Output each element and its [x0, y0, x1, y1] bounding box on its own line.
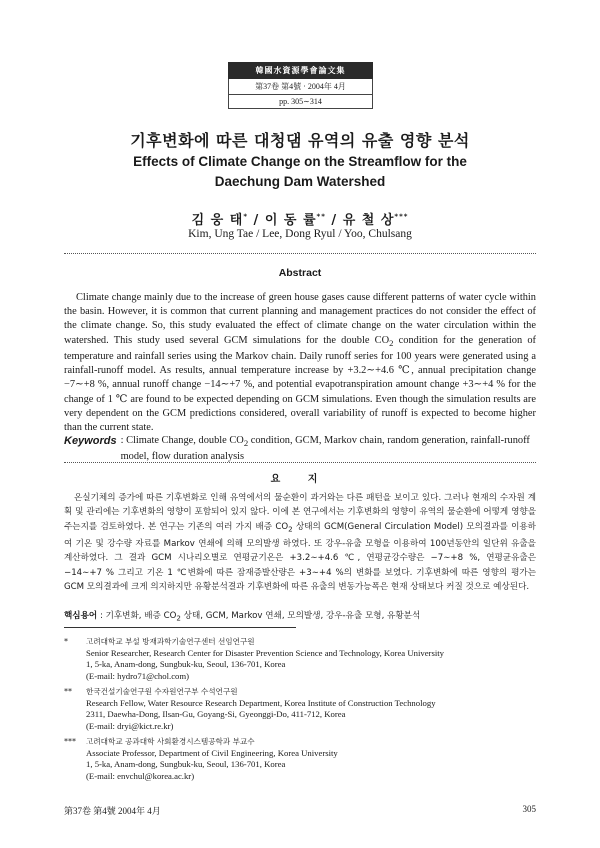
footnote-2-line-3: 2311, Daewha-Dong, Ilsan-Gu, Goyang-Si, Gyeonggi-Do, 411-712, Korea — [86, 709, 346, 720]
abstract-subscript: 2 — [389, 337, 394, 348]
footnote-1-line-2: Senior Researcher, Research Center for Disaster Prevention Science and Technology, Korea University — [86, 647, 445, 658]
footnote-1-marker: * — [64, 637, 68, 646]
journal-name: 韓國水資源學會論文集 — [228, 62, 373, 79]
keywords-text-2: condition, GCM, Markov chain, random generation, rainfall-runoff model, flow duration analysis — [120, 435, 530, 463]
footnote-3-line-2: Associate Professor, Department of Civil Engineering, Korea University — [86, 747, 338, 758]
keywords-label: Keywords — [64, 435, 117, 447]
korean-keywords-subscript: 2 — [176, 613, 181, 623]
journal-header-box — [228, 62, 373, 109]
korean-keywords — [64, 609, 536, 623]
footer-page-number: 305 — [522, 804, 536, 814]
journal-pages: pp. 305∼314 — [228, 95, 373, 109]
abstract-body — [64, 291, 536, 435]
footnote-3 — [64, 736, 536, 782]
footnote-3-marker: *** — [64, 737, 76, 746]
author-separator: / — [248, 213, 265, 228]
footer-journal-issue: 第37卷 第4號 2004年 4月 — [64, 806, 161, 816]
title-english — [0, 152, 600, 192]
korean-abstract-body — [64, 491, 536, 595]
footnote-1 — [64, 636, 536, 682]
korean-abstract-subscript: 2 — [288, 524, 293, 534]
korean-abstract-heading: 요 지 — [270, 474, 330, 485]
footnote-1-line-4: (E-mail: hydro71@chol.com) — [86, 670, 190, 681]
title-korean: 기후변화에 따른 대청댐 유역의 유출 영향 분석 — [130, 131, 470, 150]
authors-korean — [0, 209, 600, 228]
separator-top — [64, 253, 536, 254]
footnote-2-line-4: (E-mail: dryi@kict.re.kr) — [86, 720, 174, 731]
footnote-1-line-1: 고려대학교 부설 방재과학기술연구센터 선임연구원 — [86, 637, 255, 646]
abstract-text-1: Climate change mainly due to the increase of green house gases cause different patterns of water cycle within the basin. However, it is common that current planning and management practices do not consider the effect of the climate change. So, this study evaluated the effect of climate change on the water circulation within the watershed. This study used several GCM simulations for the double CO — [64, 292, 536, 346]
korean-abstract-text-2: 상태의 GCM(General Circulation Model) 모의결과를 이용하여 기온 및 강수량 자료를 Markov 연쇄에 의해 모의발생 하였다. 또 강우-유출 모형을 이용하여 100년동안의 일단위 유출을 계산하였다. 그 결과 GCM 시나리오별로 연평균기온은 +3.2∼+4.6 ℃, 연평균강수량은 −7∼+8 %, 연평균유출은 −14∼+7 % 그리고 기온 1 ℃변화에 따른 잠재증발산량은 +3∼+4 %의 변화를 보였다. 기후변화에 따른 영향의 평가는 GCM 모의결과에 크게 의지하지만 유황분석결과 기후변화에 따른 유출의 변동가능폭은 현재 상태보다 커질 것으로 예상된다. — [64, 521, 536, 593]
footnote-2 — [64, 686, 536, 732]
korean-keywords-text-2: 상태, GCM, Markov 연쇄, 모의발생, 강우-유출 모형, 유황분석 — [180, 611, 421, 621]
journal-volume-issue: 第37卷 第4號 · 2004年 4月 — [228, 79, 373, 95]
footnote-3-line-4: (E-mail: envchul@korea.ac.kr) — [86, 770, 195, 781]
title-english-line-2: Daechung Dam Watershed — [214, 174, 386, 189]
footnote-1-line-3: 1, 5-ka, Anam-dong, Sungbuk-ku, Seoul, 136-701, Korea — [86, 659, 286, 670]
footnote-2-line-2: Research Fellow, Water Resource Research Department, Korea Institute of Construction Technology — [86, 697, 436, 708]
author-2-marker: ** — [316, 212, 326, 221]
keywords — [64, 434, 536, 464]
footnote-3-line-3: 1, 5-ka, Anam-dong, Sungbuk-ku, Seoul, 136-701, Korea — [86, 759, 286, 770]
author-1-korean: 김 웅 태 — [191, 213, 244, 228]
author-1-marker: * — [243, 212, 248, 221]
footnote-2-line-1: 한국건설기술연구원 수자원연구부 수석연구원 — [86, 687, 238, 696]
korean-abstract-text-1: 온실기체의 증가에 따른 기후변화로 인해 유역에서의 물순환이 과거와는 다른 패턴을 보이고 있다. 그러나 현재의 수자원 계획 및 관리에는 기후변화의 영향이 포함되어 있지 않다. 이에 본 연구에서는 기후변화의 영향이 유역의 물순환에 어떻게 영향을 주는지를 검토하였다. 본 연구는 기존의 여러 가지 배증 CO — [64, 493, 536, 532]
keywords-text — [117, 434, 536, 464]
footnote-2-marker: ** — [64, 687, 72, 696]
author-separator: / — [325, 213, 343, 228]
abstract-heading: Abstract — [278, 267, 322, 279]
title-english-line-1: Effects of Climate Change on the Streamflow for the — [133, 154, 467, 169]
author-3-korean: 유 철 상 — [342, 213, 395, 228]
author-3-marker: *** — [394, 212, 409, 221]
korean-keywords-label: 핵심용어 — [64, 611, 98, 621]
korean-keywords-text-1: : 기후변화, 배증 CO — [97, 611, 177, 621]
footnote-rule — [64, 627, 296, 628]
authors-english: Kim, Ung Tae / Lee, Dong Ryul / Yoo, Chulsang — [188, 228, 412, 240]
abstract-text-2: condition for the generation of temperature and rainfall series using the Markov chain. Daily runoff series for 100 years were generated using a rainfall-runoff model. As results, annual temperature increase by +3.2∼+4.6 ℃, annual precipitation change −7∼+8 %, annual runoff change −14∼+7 %, and potential evapotranspiration amount change +3∼+4 % for the change of 1 ℃ are found to be expected depending on GCM simulations. Even though the simulation results are very dependent on the GCM predictions considered, overall variability of runoff is expected to become higher than the current state. — [64, 334, 537, 433]
keywords-text-1: : Climate Change, double CO — [120, 435, 244, 446]
separator-middle — [64, 462, 536, 463]
footnote-3-line-1: 고려대학교 공과대학 사회환경시스템공학과 부교수 — [86, 737, 255, 746]
keywords-subscript: 2 — [243, 438, 249, 449]
author-2-korean: 이 동 률 — [264, 213, 317, 228]
